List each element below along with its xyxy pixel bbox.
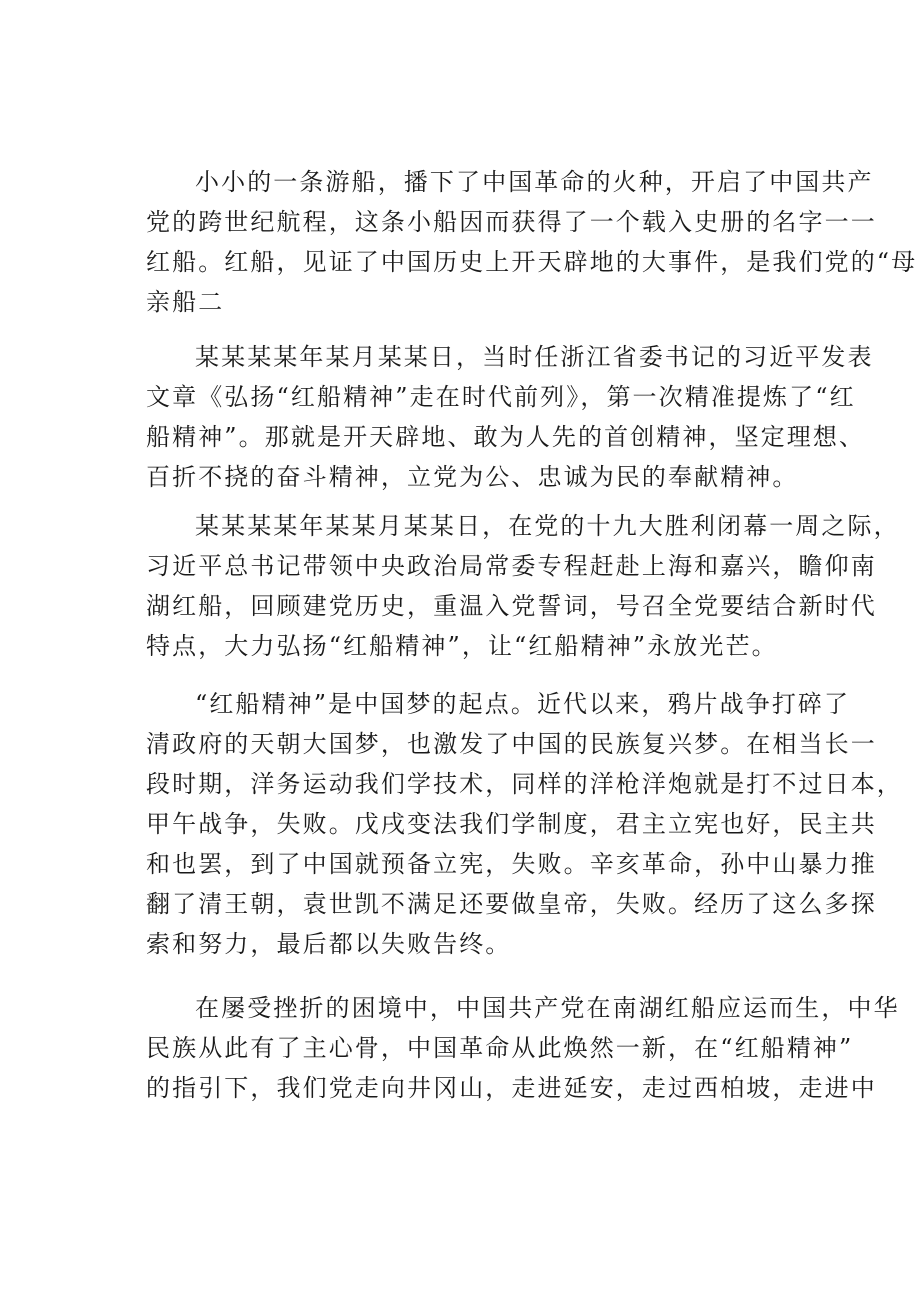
- text-line: 红船。红船，见证了中国历史上开天辟地的大事件，是我们党的“母: [146, 248, 918, 276]
- text-line: 亲船二: [146, 288, 225, 316]
- text-line: 百折不挠的奋斗精神，立党为公、忠诚为民的奉献精神。: [146, 463, 799, 491]
- text-line: 湖红船，回顾建党历史，重温入党誓词，号召全党要结合新时代: [146, 592, 877, 620]
- paragraph-visit: [146, 506, 900, 666]
- paragraph-red-boat-origin: [146, 162, 918, 322]
- text-line: 民族从此有了主心骨，中国革命从此焕然一新，在“红船精神”: [146, 1034, 854, 1062]
- text-line: 段时期，洋务运动我们学技术，同样的洋枪洋炮就是打不过日本，: [146, 770, 903, 798]
- text-line: 索和努力，最后都以失败告终。: [146, 930, 512, 958]
- text-line: 某某某某年某某月某某日，在党的十九大胜利闭幕一周之际，: [195, 512, 900, 540]
- text-line: 小小的一条游船，播下了中国革命的火种，开启了中国共产: [195, 168, 874, 196]
- paragraph-spirit-definition: [146, 337, 874, 497]
- text-line: 和也罢，到了中国就预备立宪，失败。辛亥革命，孙中山暴力推: [146, 850, 877, 878]
- text-line: 船精神”。那就是开天辟地、敢为人先的首创精神，坚定理想、: [146, 423, 866, 451]
- text-line: 清政府的天朝大国梦，也激发了中国的民族复兴梦。在相当长一: [146, 730, 877, 758]
- text-line: “红船精神”是中国梦的起点。近代以来，鸦片战争打碎了: [195, 690, 851, 718]
- text-line: 习近平总书记带领中央政治局常委专程赶赴上海和嘉兴，瞻仰南: [146, 552, 877, 580]
- text-line: 翻了清王朝，袁世凯不满足还要做皇帝，失败。经历了这么多探: [146, 890, 877, 918]
- text-line: 特点，大力弘扬“红船精神”，让“红船精神”永放光芒。: [146, 632, 778, 660]
- text-line: 某某某某年某月某某日，当时任浙江省委书记的习近平发表: [195, 343, 874, 371]
- text-line: 的指引下，我们党走向井冈山，走进延安，走过西柏坡，走进中: [146, 1074, 877, 1102]
- text-line: 文章《弘扬“红船精神”走在时代前列》，第一次精准提炼了“红: [146, 383, 856, 411]
- text-line: 党的跨世纪航程，这条小船因而获得了一个载入史册的名字一一: [146, 208, 877, 236]
- text-line: 甲午战争，失败。戊戌变法我们学制度，君主立宪也好，民主共: [146, 810, 877, 838]
- paragraph-party-path: [146, 988, 900, 1108]
- paragraph-chinese-dream: [146, 684, 903, 964]
- text-line: 在屡受挫折的困境中，中国共产党在南湖红船应运而生，中华: [195, 994, 900, 1022]
